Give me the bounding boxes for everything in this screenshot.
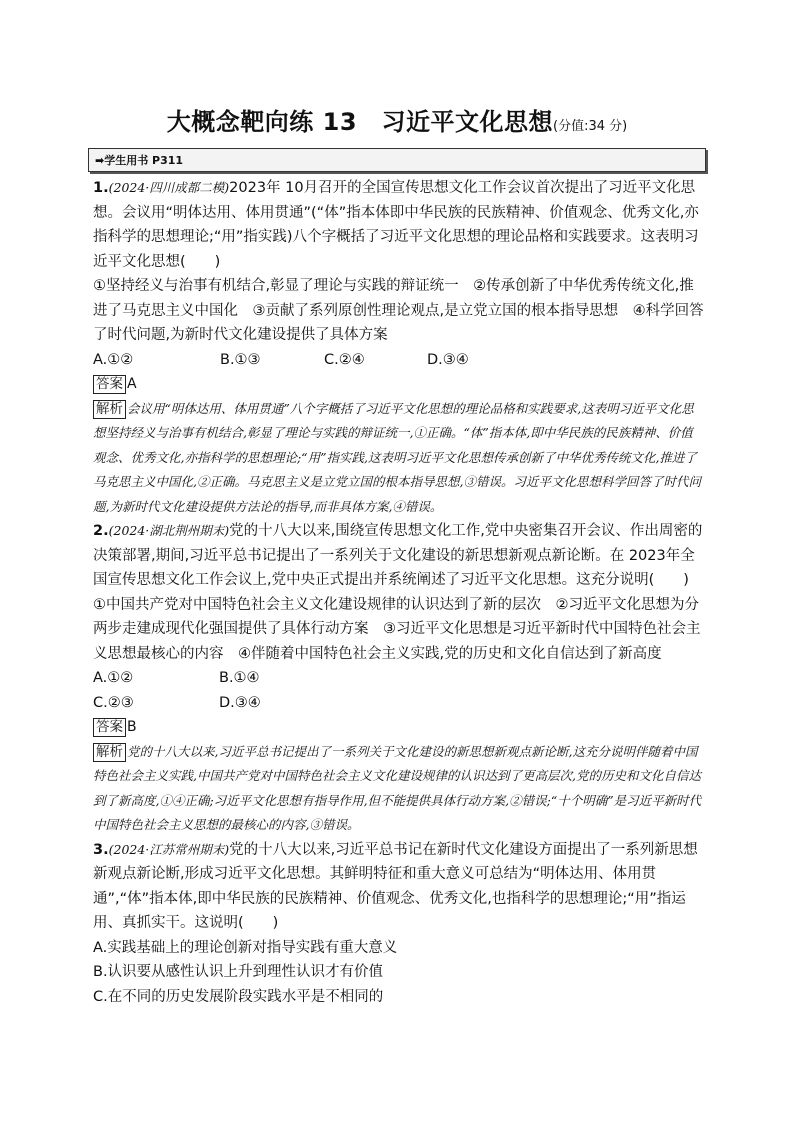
analysis-label: 解析 — [93, 743, 126, 762]
question-1-options — [93, 348, 705, 373]
analysis-text: 党的十八大以来,习近平总书记提出了一系列关于文化建设的新思想新观点新论断,这充分说明伴随着中国特色社会主义实践,中国共产党对中国特色社会主义文化建设规律的认识达到了更高层次,党的历史和文化自信达到了新高度,①④正确;习近平文化思想有指导作用,但不能提供具体行动方案,②错误;“十个明确”是习近平新时代中国特色社会主义思想的最核心的内容,③错误。 — [93, 743, 702, 832]
answer-label: 答案 — [93, 375, 126, 394]
question-2-answer — [93, 715, 705, 740]
question-source: (2024·四川成都二模) — [108, 180, 230, 195]
analysis-label: 解析 — [93, 400, 126, 419]
option-a: A.①② — [93, 351, 134, 368]
score-note: (分值:34 分) — [553, 119, 628, 134]
option-d: D.③④ — [427, 351, 469, 368]
textbook-reference: ➡学生用书 P311 — [95, 154, 184, 167]
question-number: 1 — [93, 180, 104, 196]
option-b: B.①④ — [219, 670, 260, 686]
question-text: 党的十八大以来,习近平总书记在新时代文化建设方面提出了一系列新思想新观点新论断,形成习近平文化思想。其鲜明特征和重大意义可总结为“明体达用、体用贯通”,“体”指本体,即中华民族的民族精神、价值观念、优秀文化,也指科学的思想理论;“用”指运用、真抓实干。这说明( ) — [93, 841, 698, 931]
page-title-main: 大概念靶向练 13 习近平文化思想 — [166, 108, 554, 136]
answer-value: A — [127, 376, 137, 392]
question-2-analysis — [93, 740, 705, 838]
question-number: 2 — [93, 523, 104, 539]
option-c: C.②③ — [93, 694, 134, 711]
question-source: (2024·江苏常州期末) — [108, 841, 230, 857]
question-2-stem: 2.(2024·湖北荆州期末)党的十八大以来,围绕宣传思想文化工作,党中央密集召开会议、作出周密的决策部署,期间,习近平总书记提出了一系列关于文化建设的新思想新观点新论断。在 2023年全国宣传思想文化工作会议上,党中央正式提出并系统阐述了习近平文化思想。这充分说明( ) — [93, 523, 703, 588]
question-list — [93, 176, 705, 1009]
question-number: 3 — [93, 841, 104, 858]
question-3-stem: 3.(2024·江苏常州期末)党的十八大以来,习近平总书记在新时代文化建设方面提出了一系列新思想新观点新论断,形成习近平文化思想。其鲜明特征和重大意义可总结为“明体达用、体用贯通”,“体”指本体,即中华民族的民族精神、价值观念、优秀文化,也指科学的思想理论;“用”指运用、真抓实干。这说明( ) — [93, 841, 698, 931]
choice-b: B.认识要从感性认识上升到理性认识才有价值 — [93, 964, 384, 980]
textbook-reference-bar — [88, 148, 706, 172]
choice-a: A.实践基础上的理论创新对指导实践有重大意义 — [93, 939, 398, 956]
answer-value: B — [127, 719, 137, 735]
question-1-analysis — [93, 397, 705, 520]
choice-c: C.在不同的历史发展阶段实践水平是不相同的 — [93, 988, 384, 1005]
question-text: 党的十八大以来,围绕宣传思想文化工作,党中央密集召开会议、作出周密的决策部署,期间,习近平总书记提出了一系列关于文化建设的新思想新观点新论断。在 2023年全国宣传思想文化工作会议上,党中央正式提出并系统阐述了习近平文化思想。这充分说明( ) — [93, 523, 703, 588]
question-1-answer — [93, 372, 705, 397]
question-text: 2023年 10月召开的全国宣传思想文化工作会议首次提出了习近平文化思想。会议用“明体达用、体用贯通”(“体”指本体即中华民族的民族精神、价值观念、优秀文化,亦指科学的思想理论;“用”指实践)八个字概括了习近平文化思想的理论品格和实践要求。这表明习近平文化思想( ) — [93, 180, 699, 270]
question-2-options-row-1 — [93, 666, 705, 691]
option-c: C.②④ — [324, 351, 365, 368]
question-1-stem: 1.(2024·四川成都二模)2023年 10月召开的全国宣传思想文化工作会议首次提出了习近平文化思想。会议用“明体达用、体用贯通”(“体”指本体即中华民族的民族精神、价值观念、优秀文化,亦指科学的思想理论;“用”指实践)八个字概括了习近平文化思想的理论品格和实践要求。这表明习近平文化思想( ) — [93, 180, 699, 270]
question-2-statements: ①中国共产党对中国特色社会主义文化建设规律的认识达到了新的层次 ②习近平文化思想为分两步走建成现代化强国提供了具体行动方案 ③习近平文化思想是习近平新时代中国特色社会主义思想最核心的内容 ④伴随着中国特色社会主义实践,党的历史和文化自信达到了新高度 — [93, 596, 701, 662]
page-title — [0, 102, 794, 137]
option-d: D.③④ — [219, 694, 261, 711]
question-source: (2024·湖北荆州期末) — [108, 523, 230, 538]
question-1-statements: ①坚持经义与治事有机结合,彰显了理论与实践的辩证统一 ②传承创新了中华优秀传统文化,推进了马克思主义中国化 ③贡献了系列原创性理论观点,是立党立国的根本指导思想 ④科学回答了时代问题,为新时代文化建设提供了具体方案 — [93, 278, 704, 343]
question-2-options-row-2 — [93, 691, 705, 716]
answer-label: 答案 — [93, 718, 126, 737]
option-b: B.①③ — [220, 351, 261, 368]
analysis-text: 会议用“明体达用、体用贯通”八个字概括了习近平文化思想的理论品格和实践要求,这表明习近平文化思想坚持经义与治事有机结合,彰显了理论与实践的辩证统一,①正确。“体”指本体,即中华民族的民族精神、价值观念、优秀文化,亦指科学的思想理论;“用”指实践,这表明习近平文化思想传承创新了中华优秀传统文化,推进了马克思主义中国化,②正确。马克思主义是立党立国的根本指导思想,③错误。习近平文化思想科学回答了时代问题,为新时代文化建设提供方法论的指导,而非具体方案,④错误。 — [93, 400, 701, 514]
option-a: A.①② — [93, 670, 134, 686]
